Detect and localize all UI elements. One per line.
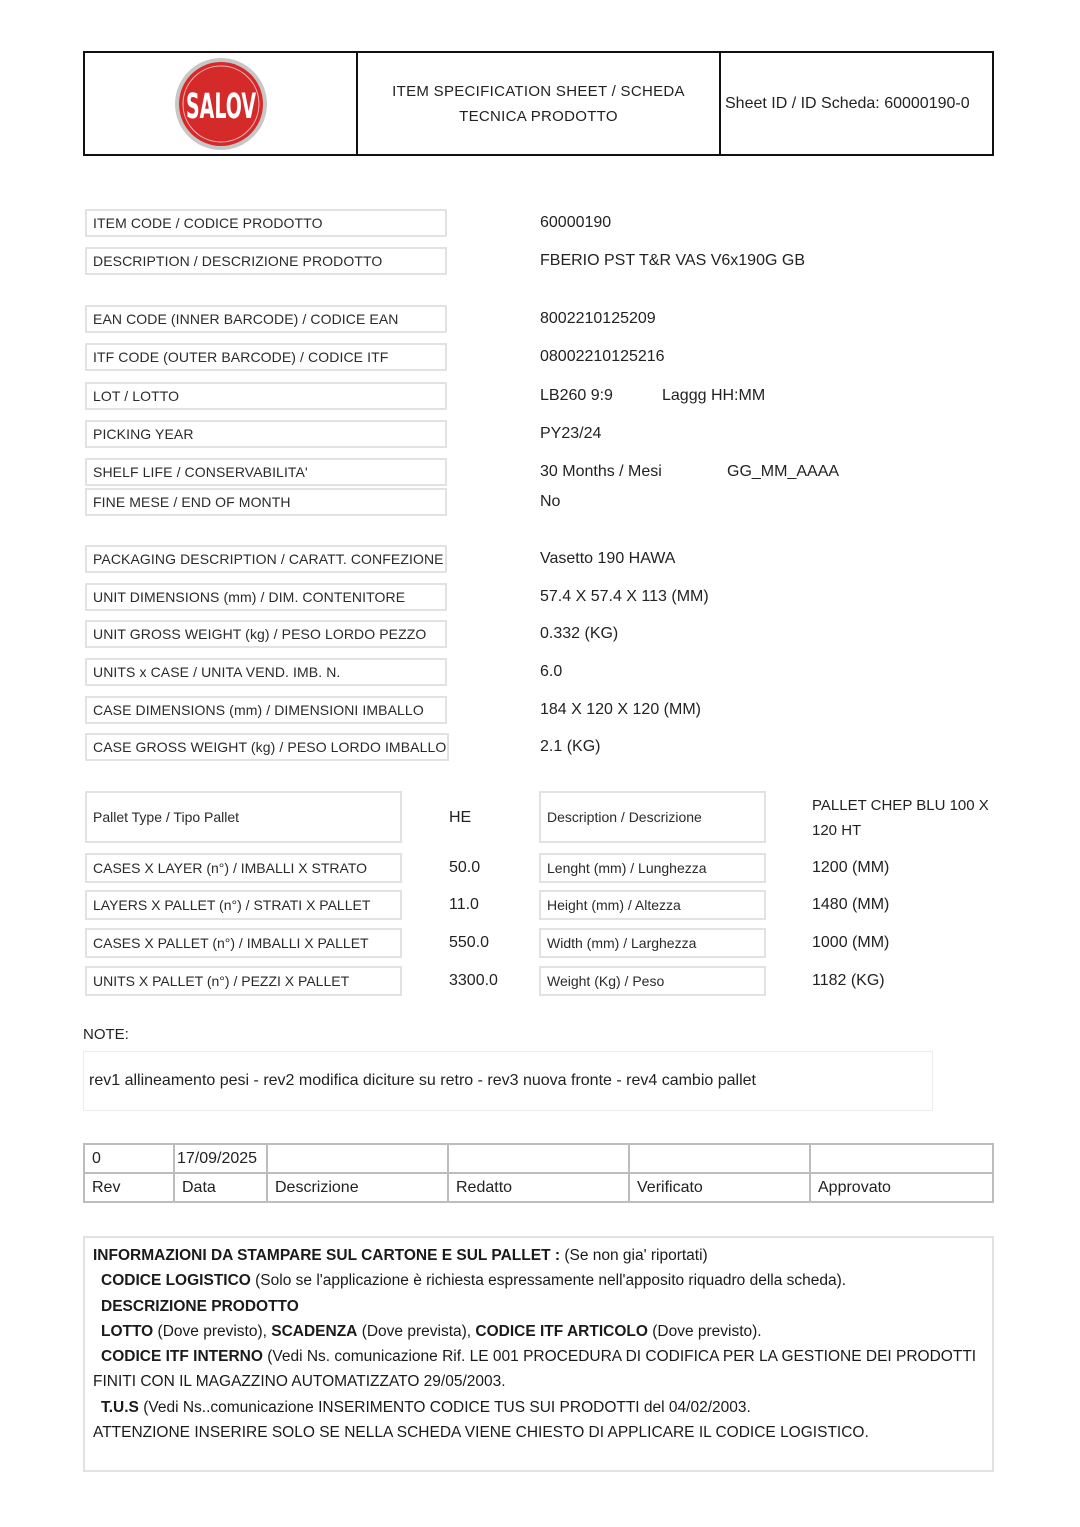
- unit-weight-value: 0.332 (KG): [540, 625, 619, 642]
- packaging-value: Vasetto 190 HAWA: [540, 550, 676, 567]
- rev-header-data: Data: [174, 1173, 267, 1202]
- layers-per-pallet-value: 11.0: [449, 896, 479, 913]
- case-dimensions-label: CASE DIMENSIONS (mm) / DIMENSIONI IMBALLO: [85, 696, 447, 724]
- rev-header-redatto: Redatto: [448, 1173, 629, 1202]
- shelf-life-value: 30 Months / Mesi: [540, 463, 662, 480]
- rev-approved: [810, 1144, 993, 1173]
- revision-header-row: [84, 1173, 993, 1202]
- unit-dimensions-label: UNIT DIMENSIONS (mm) / DIM. CONTENITORE: [85, 583, 447, 611]
- cases-per-pallet-label: CASES X PALLET (n°) / IMBALLI X PALLET: [85, 928, 402, 958]
- pallet-description-line-1: PALLET CHEP BLU 100 X: [812, 797, 989, 814]
- logo-cell: [85, 53, 358, 154]
- end-of-month-label: FINE MESE / END OF MONTH: [85, 488, 447, 516]
- revision-values-row: [84, 1144, 993, 1173]
- info-line-5: CODICE ITF INTERNO (Vedi Ns. comunicazione Rif. LE 001 PROCEDURA DI CODIFICA PER LA GESTIONE DEI PRODOTTI: [101, 1348, 977, 1366]
- unit-weight-label: UNIT GROSS WEIGHT (kg) / PESO LORDO PEZZO: [85, 620, 447, 648]
- rev-drafted: [448, 1144, 629, 1173]
- units-per-case-value: 6.0: [540, 663, 563, 680]
- picking-year-label: PICKING YEAR: [85, 420, 447, 448]
- title-line-1: ITEM SPECIFICATION SHEET / SCHEDA: [392, 82, 685, 100]
- logo-text: SALOV: [185, 85, 256, 127]
- lot-format: Laggg HH:MM: [662, 387, 766, 404]
- note-text: rev1 allineamento pesi - rev2 modifica diciture su retro - rev3 nuova fronte - rev4 cambio pallet: [83, 1051, 933, 1111]
- pallet-description-value: [812, 793, 989, 843]
- case-dimensions-value: 184 X 120 X 120 (MM): [540, 701, 701, 718]
- salov-logo: [173, 56, 269, 152]
- info-line-8: ATTENZIONE INSERIRE SOLO SE NELLA SCHEDA VIENE CHIESTO DI APPLICARE IL CODICE LOGISTICO.: [93, 1424, 869, 1442]
- cases-per-layer-label: CASES X LAYER (n°) / IMBALLI X STRATO: [85, 853, 402, 883]
- shelf-life-format: GG_MM_AAAA: [727, 463, 840, 480]
- rev-number: 0: [84, 1144, 174, 1173]
- rev-date: 17/09/2025: [174, 1144, 267, 1173]
- header: [83, 51, 994, 156]
- pallet-type-label: Pallet Type / Tipo Pallet: [85, 791, 402, 843]
- packaging-label: PACKAGING DESCRIPTION / CARATT. CONFEZIONE: [85, 545, 447, 573]
- itf-code-label: ITF CODE (OUTER BARCODE) / CODICE ITF: [85, 343, 447, 371]
- pallet-weight-value: 1182 (KG): [812, 972, 885, 989]
- ean-code-value: 8002210125209: [540, 310, 656, 327]
- revision-table: [83, 1143, 994, 1203]
- rev-header-descrizione: Descrizione: [267, 1173, 448, 1202]
- info-line-4: LOTTO (Dove previsto), SCADENZA (Dove prevista), CODICE ITF ARTICOLO (Dove previsto).: [101, 1322, 762, 1340]
- rev-header-rev: Rev: [84, 1173, 174, 1202]
- info-line-6: FINITI CON IL MAGAZZINO AUTOMATIZZATO 29/05/2003.: [93, 1373, 506, 1391]
- pallet-height-value: 1480 (MM): [812, 896, 890, 913]
- sheet-title: [358, 53, 721, 154]
- end-of-month-value: No: [540, 493, 561, 510]
- info-line-2: CODICE LOGISTICO (Solo se l'applicazione è richiesta espressamente nell'apposito riquadro della scheda).: [101, 1272, 847, 1290]
- rev-header-approvato: Approvato: [810, 1173, 993, 1202]
- pallet-length-label: Lenght (mm) / Lunghezza: [539, 853, 766, 883]
- pallet-type-value: HE: [449, 809, 472, 826]
- picking-year-value: PY23/24: [540, 425, 602, 442]
- pallet-description-label: Description / Descrizione: [539, 791, 766, 843]
- info-line-7: T.U.S (Vedi Ns..comunicazione INSERIMENTO CODICE TUS SUI PRODOTTI del 04/02/2003.: [101, 1398, 751, 1416]
- pallet-description-line-2: 120 HT: [812, 822, 862, 839]
- title-line-2: TECNICA PRODOTTO: [459, 107, 618, 125]
- units-per-pallet-value: 3300.0: [449, 972, 498, 989]
- shelf-life-label: SHELF LIFE / CONSERVABILITA': [85, 458, 447, 486]
- description-value: FBERIO PST T&R VAS V6x190G GB: [540, 252, 805, 269]
- item-code-label: ITEM CODE / CODICE PRODOTTO: [85, 209, 447, 237]
- rev-header-verificato: Verificato: [629, 1173, 810, 1202]
- rev-description: [267, 1144, 448, 1173]
- pallet-width-label: Width (mm) / Larghezza: [539, 928, 766, 958]
- units-per-pallet-label: UNITS X PALLET (n°) / PEZZI X PALLET: [85, 966, 402, 996]
- lot-value: LB260 9:9: [540, 387, 613, 404]
- pallet-weight-label: Weight (Kg) / Peso: [539, 966, 766, 996]
- ean-code-label: EAN CODE (INNER BARCODE) / CODICE EAN: [85, 305, 447, 333]
- cases-per-layer-value: 50.0: [449, 859, 481, 876]
- case-weight-value: 2.1 (KG): [540, 738, 601, 755]
- cases-per-pallet-value: 550.0: [449, 934, 490, 951]
- note-label: NOTE:: [83, 1026, 129, 1043]
- pallet-height-label: Height (mm) / Altezza: [539, 890, 766, 920]
- units-per-case-label: UNITS x CASE / UNITA VEND. IMB. N.: [85, 658, 447, 686]
- case-weight-label: CASE GROSS WEIGHT (kg) / PESO LORDO IMBALLO: [85, 733, 449, 761]
- item-code-value: 60000190: [540, 214, 612, 231]
- pallet-width-value: 1000 (MM): [812, 934, 890, 951]
- rev-verified: [629, 1144, 810, 1173]
- info-line-3: DESCRIZIONE PRODOTTO: [101, 1297, 299, 1315]
- info-line-1: INFORMAZIONI DA STAMPARE SUL CARTONE E SUL PALLET : (Se non gia' riportati): [93, 1247, 708, 1264]
- print-info-box: [83, 1236, 994, 1472]
- sheet-id: Sheet ID / ID Scheda: 60000190-0: [725, 94, 970, 112]
- itf-code-value: 08002210125216: [540, 348, 665, 365]
- description-label: DESCRIPTION / DESCRIZIONE PRODOTTO: [85, 247, 447, 275]
- lot-label: LOT / LOTTO: [85, 382, 447, 410]
- layers-per-pallet-label: LAYERS X PALLET (n°) / STRATI X PALLET: [85, 890, 402, 920]
- unit-dimensions-value: 57.4 X 57.4 X 113 (MM): [540, 588, 709, 605]
- pallet-length-value: 1200 (MM): [812, 859, 890, 876]
